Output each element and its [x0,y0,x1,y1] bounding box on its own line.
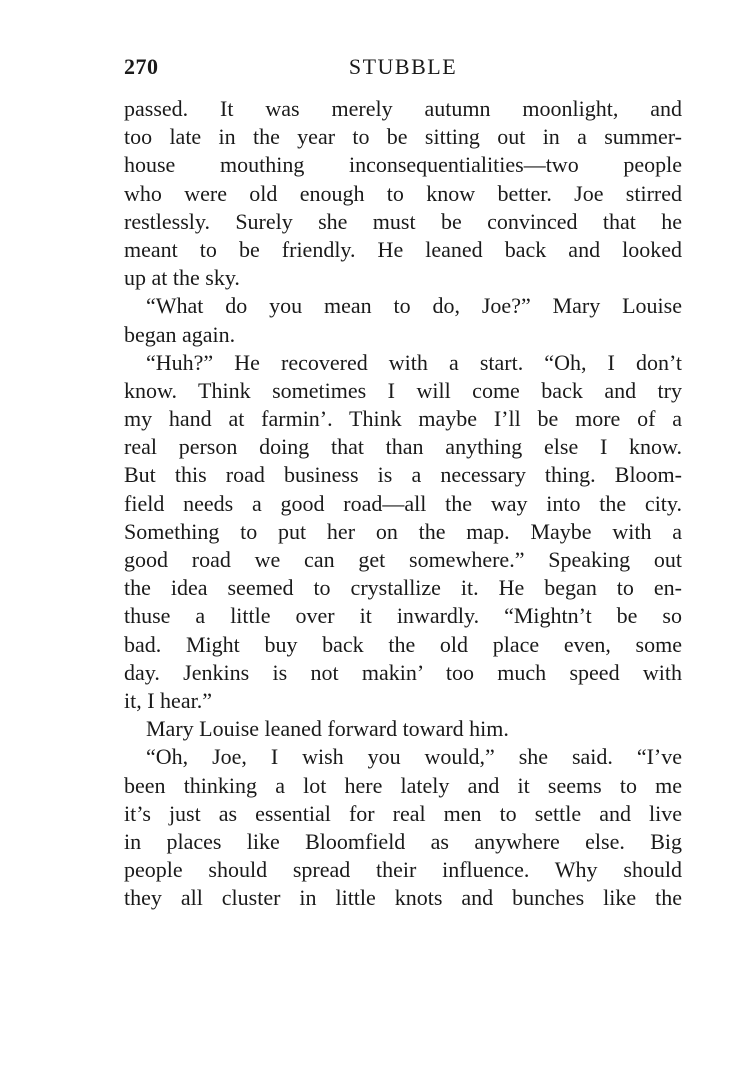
text-line: began again. [124,321,236,347]
text-line: my hand at farmin’. Think maybe I’ll be more of a [124,406,682,432]
text-line: up at the sky. [124,265,240,291]
text-line: “What do you mean to do, Joe?” Mary Louise [146,293,682,319]
text-line: house mouthing inconsequentialities—two people [124,152,682,178]
text-line: it’s just as essential for real men to settle and live [124,800,682,826]
text-line: people should spread their influence. Why should [124,857,682,883]
text-line: bad. Might buy back the old place even, some [124,631,682,657]
text-line: know. Think sometimes I will come back and try [124,377,682,403]
text-line: “Oh, Joe, I wish you would,” she said. “I’ve [146,744,682,770]
text-line: the idea seemed to crystallize it. He began to en- [124,575,682,601]
text-line: real person doing that than anything else I know. [124,434,682,460]
text-line: who were old enough to know better. Joe stirred [124,180,682,206]
text-line: But this road business is a necessary thing. Bloom- [124,462,682,488]
text-line: they all cluster in little knots and bunches like the [124,885,682,911]
running-head: STUBBLE [348,54,458,79]
page-number: 270 [124,54,159,79]
text-line: too late in the year to be sitting out in a summer- [124,124,682,150]
text-line: field needs a good road—all the way into the city. [124,490,682,516]
text-line: passed. It was merely autumn moonlight, and [124,96,682,121]
text-line: thuse a little over it inwardly. “Mightn’t be so [124,603,682,629]
text-line: “Huh?” He recovered with a start. “Oh, I don’t [146,349,682,375]
body-text [124,95,682,912]
text-line: Mary Louise leaned forward toward him. [146,716,509,742]
text-line: restlessly. Surely she must be convinced that he [124,208,682,234]
text-line: good road we can get somewhere.” Speaking out [124,547,682,572]
text-line: in places like Bloomfield as anywhere else. Big [124,828,682,854]
page-header [124,54,682,84]
text-line: Something to put her on the map. Maybe with a [124,518,682,544]
text-line: it, I hear.” [124,687,212,713]
text-line: been thinking a lot here lately and it seems to me [124,772,682,798]
text-line: meant to be friendly. He leaned back and looked [124,236,682,262]
text-line: day. Jenkins is not makin’ too much speed with [124,659,682,685]
